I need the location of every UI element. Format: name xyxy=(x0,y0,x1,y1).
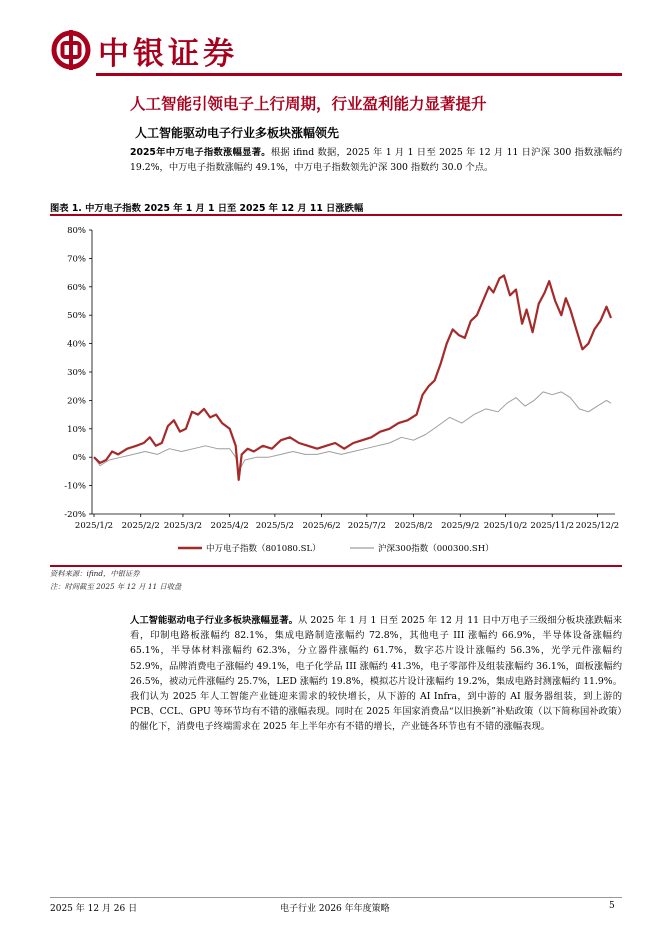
series-line-1 xyxy=(94,392,611,472)
y-tick-label: 50% xyxy=(67,311,86,322)
legend-label-0: 中万电子指数（801080.SL） xyxy=(206,544,321,554)
x-tick-label: 2025/3/2 xyxy=(163,521,203,531)
brand-header xyxy=(50,28,238,72)
x-tick-label: 2025/12/2 xyxy=(575,521,620,531)
page-number: 5 xyxy=(609,901,615,911)
footer-title: 电子行业 2026 年年度策略 xyxy=(280,904,390,914)
brand-name: 中银证券 xyxy=(98,35,238,72)
figure-notes xyxy=(50,568,181,593)
chart-legend xyxy=(178,543,494,554)
bank-of-china-logo-icon xyxy=(50,29,92,71)
y-tick-label: 70% xyxy=(67,254,86,265)
x-tick-label: 2025/11/2 xyxy=(530,521,575,531)
chart-axes xyxy=(64,226,619,531)
y-tick-label: 30% xyxy=(67,368,86,378)
x-tick-label: 2025/7/2 xyxy=(347,521,386,531)
y-tick-label: 0% xyxy=(72,453,86,464)
chart-series-layer xyxy=(94,275,611,480)
y-tick-label: 10% xyxy=(67,424,86,435)
figure-caption: 中万电子指数 2025 年 1 月 1 日至 2025 年 12 月 11 日涨跌幅 xyxy=(85,203,364,214)
x-tick-label: 2025/6/2 xyxy=(302,521,341,531)
figure-top-rule xyxy=(50,214,622,216)
intro-body: 根据 ifind 数据，2025 年 1 月 1 日至 2025 年 12 月 11 日沪深 300 指数涨幅约 19.2%，中万电子指数涨幅约 49.1%，中万电子指数领先沪深 300 指数约 30.0 个点。 xyxy=(130,147,622,174)
y-tick-label: 60% xyxy=(67,282,86,293)
page-headline: 人工智能引领电子上行周期，行业盈利能力显著提升 xyxy=(130,95,487,113)
index-performance-chart xyxy=(50,218,622,563)
y-tick-label: 20% xyxy=(67,396,86,407)
x-tick-label: 2025/9/2 xyxy=(441,521,480,531)
intro-lead: 2025年中万电子指数涨幅显著。 xyxy=(130,147,271,158)
figure-title xyxy=(50,200,363,214)
x-tick-label: 2025/4/2 xyxy=(210,521,249,531)
legend-label-1: 沪深300指数（000300.SH） xyxy=(378,544,494,554)
analysis-lead: 人工智能驱动电子行业多板块涨幅显著。 xyxy=(130,615,298,626)
y-tick-label: -10% xyxy=(64,481,86,492)
x-tick-label: 2025/1/2 xyxy=(74,521,114,531)
analysis-paragraph xyxy=(130,613,622,735)
figure-bottom-rule xyxy=(50,565,622,567)
x-tick-label: 2025/8/2 xyxy=(394,521,433,531)
x-tick-label: 2025/5/2 xyxy=(255,521,294,531)
header-rule xyxy=(96,73,622,76)
footer-rule xyxy=(50,897,622,898)
x-tick-label: 2025/10/2 xyxy=(483,521,528,531)
time-note: 注：时间截至 2025 年 12 月 11 日收盘 xyxy=(50,581,182,591)
y-tick-label: 80% xyxy=(67,226,86,236)
analysis-body: 从 2025 年 1 月 1 日至 2025 年 12 月 11 日中万电子三级细分板块涨跌幅来看，印制电路板涨幅约 82.1%，集成电路制造涨幅约 72.8%，其他电子 III 涨幅约 66.9%，半导体设备涨幅约 65.1%，半导体材料涨幅约 62.3%，分立器件涨幅约 61.7%，数字芯片设计涨幅约 56.3%，光学元件涨幅约 52.9%，品牌消费电子涨幅约 49.1%，电子化学品 III 涨幅约 41.3%，电子零部件及组装涨幅约 36.1%，面板涨幅约 26.5%，被动元件涨幅约 25.7%，LED 涨幅约 19.8%，模拟芯片设计涨幅约 19.2%，集成电路封测涨幅约 11.9%。我们认为 2025 年人工智能产业链迎来需求的较快增长，从下游的 AI Infra，到中游的 AI 服务器组装，到上游的 PCB、CCL、GPU 等环节均有不错的涨幅表现。同时在 2025 年国家消费品“以旧换新”补贴政策（以下简称国补政策）的催化下，消费电子终端需求在 2025 年上半年亦有不错的增长，产业链各环节也有不错的涨幅表现。 xyxy=(130,615,622,733)
x-tick-label: 2025/2/2 xyxy=(121,521,160,531)
y-tick-label: -20% xyxy=(64,510,86,520)
source-note: 资料来源：ifind，中银证券 xyxy=(50,569,140,578)
intro-paragraph xyxy=(130,145,622,175)
figure-label: 图表 1. xyxy=(50,203,82,214)
section-title: 人工智能驱动电子行业多板块涨幅领先 xyxy=(135,126,340,140)
footer-date: 2025 年 12 月 26 日 xyxy=(50,904,138,914)
y-tick-label: 40% xyxy=(67,339,86,350)
